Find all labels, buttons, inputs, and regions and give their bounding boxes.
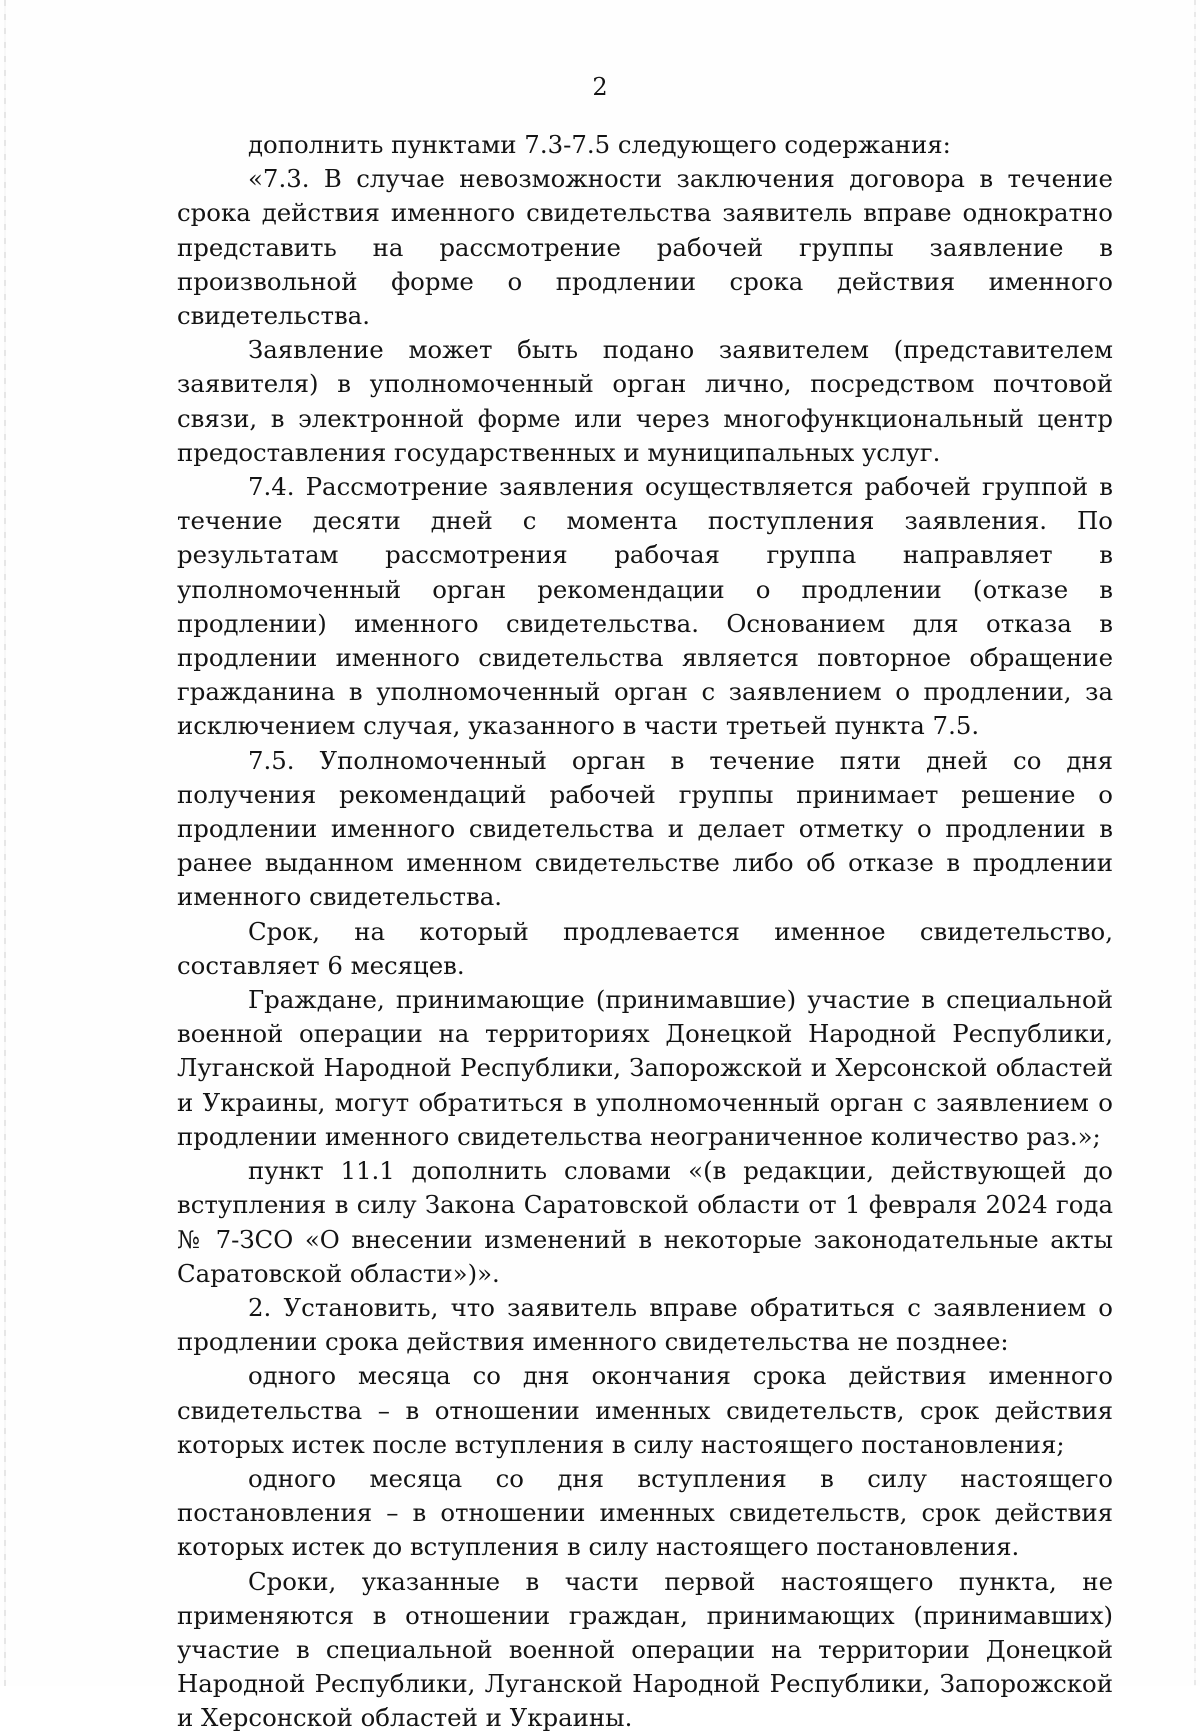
paragraph-7-3: «7.3. В случае невозможности заключения договора в течение срока действия именного свидетельства заявитель вправе однократно представить на рассмотрение рабочей группы заявление в произвольной форме о продлении срока действия именного свидетельства. bbox=[177, 164, 1113, 331]
paragraph-application-submission: Заявление может быть подано заявителем (представителем заявителя) в уполномоченный орган лично, посредством почтовой связи, в электронной форме или через многофункциональный центр предоставления государственных и муниципальных услуг. bbox=[177, 335, 1113, 467]
paragraph-7-5: 7.5. Уполномоченный орган в течение пяти дней со дня получения рекомендаций рабочей группы принимает решение о продлении именного свидетельства и делает отметку о продлении в ранее выданном именном свидетельстве либо об отказе в продлении именного свидетельства. bbox=[177, 745, 1113, 912]
paragraph-exceptions: Сроки, указанные в части первой настоящего пункта, не применяются в отношении граждан, принимающих (принимавших) участие в специальной военной операции на территории Донецкой Народной Республики, Луганской Народной Республики, Запорожской и Херсонской областей и Украины. bbox=[177, 1566, 1113, 1733]
scan-edge-right bbox=[1194, 0, 1196, 1686]
paragraph-intro: дополнить пунктами 7.3-7.5 следующего содержания: bbox=[248, 130, 951, 159]
paragraph-deadline-after: одного месяца со дня окончания срока действия именного свидетельства – в отношении именных свидетельств, срок действия которых истек после вступления в силу настоящего постановления; bbox=[177, 1361, 1113, 1459]
paragraph-2: 2. Установить, что заявитель вправе обратиться с заявлением о продлении срока действия именного свидетельства не позднее: bbox=[177, 1292, 1113, 1357]
scan-edge-left bbox=[4, 0, 6, 1686]
paragraph-11-1: пункт 11.1 дополнить словами «(в редакции, действующей до вступления в силу Закона Саратовской области от 1 февраля 2024 года № 7-ЗСО «О внесении изменений в некоторые законодательные акты Саратовской области»)». bbox=[177, 1156, 1113, 1288]
paragraph-extension-term: Срок, на который продлевается именное свидетельство, составляет 6 месяцев. bbox=[177, 916, 1113, 980]
page-number: 2 bbox=[592, 73, 608, 101]
paragraph-svo-participants: Граждане, принимающие (принимавшие) участие в специальной военной операции на территориях Донецкой Народной Республики, Луганской Народной Республики, Запорожской и Херсонской областей и Украины, могут обратиться в уполномоченный орган с заявлением о продлении именного свидетельства неограниченное количество раз.»; bbox=[177, 985, 1113, 1151]
document-body bbox=[177, 128, 1113, 1736]
paragraph-deadline-before: одного месяца со дня вступления в силу настоящего постановления – в отношении именных свидетельств, срок действия которых истек до вступления в силу настоящего постановления. bbox=[177, 1463, 1113, 1562]
paragraph-7-4: 7.4. Рассмотрение заявления осуществляется рабочей группой в течение десяти дней с момента поступления заявления. По результатам рассмотрения рабочая группа направляет в уполномоченный орган рекомендации о продлении (отказе в продлении) именного свидетельства. Основанием для отказа в продлении именного свидетельства является повторное обращение гражданина в уполномоченный орган с заявлением о продлении, за исключением случая, указанного в части третьей пункта 7.5. bbox=[177, 472, 1113, 741]
